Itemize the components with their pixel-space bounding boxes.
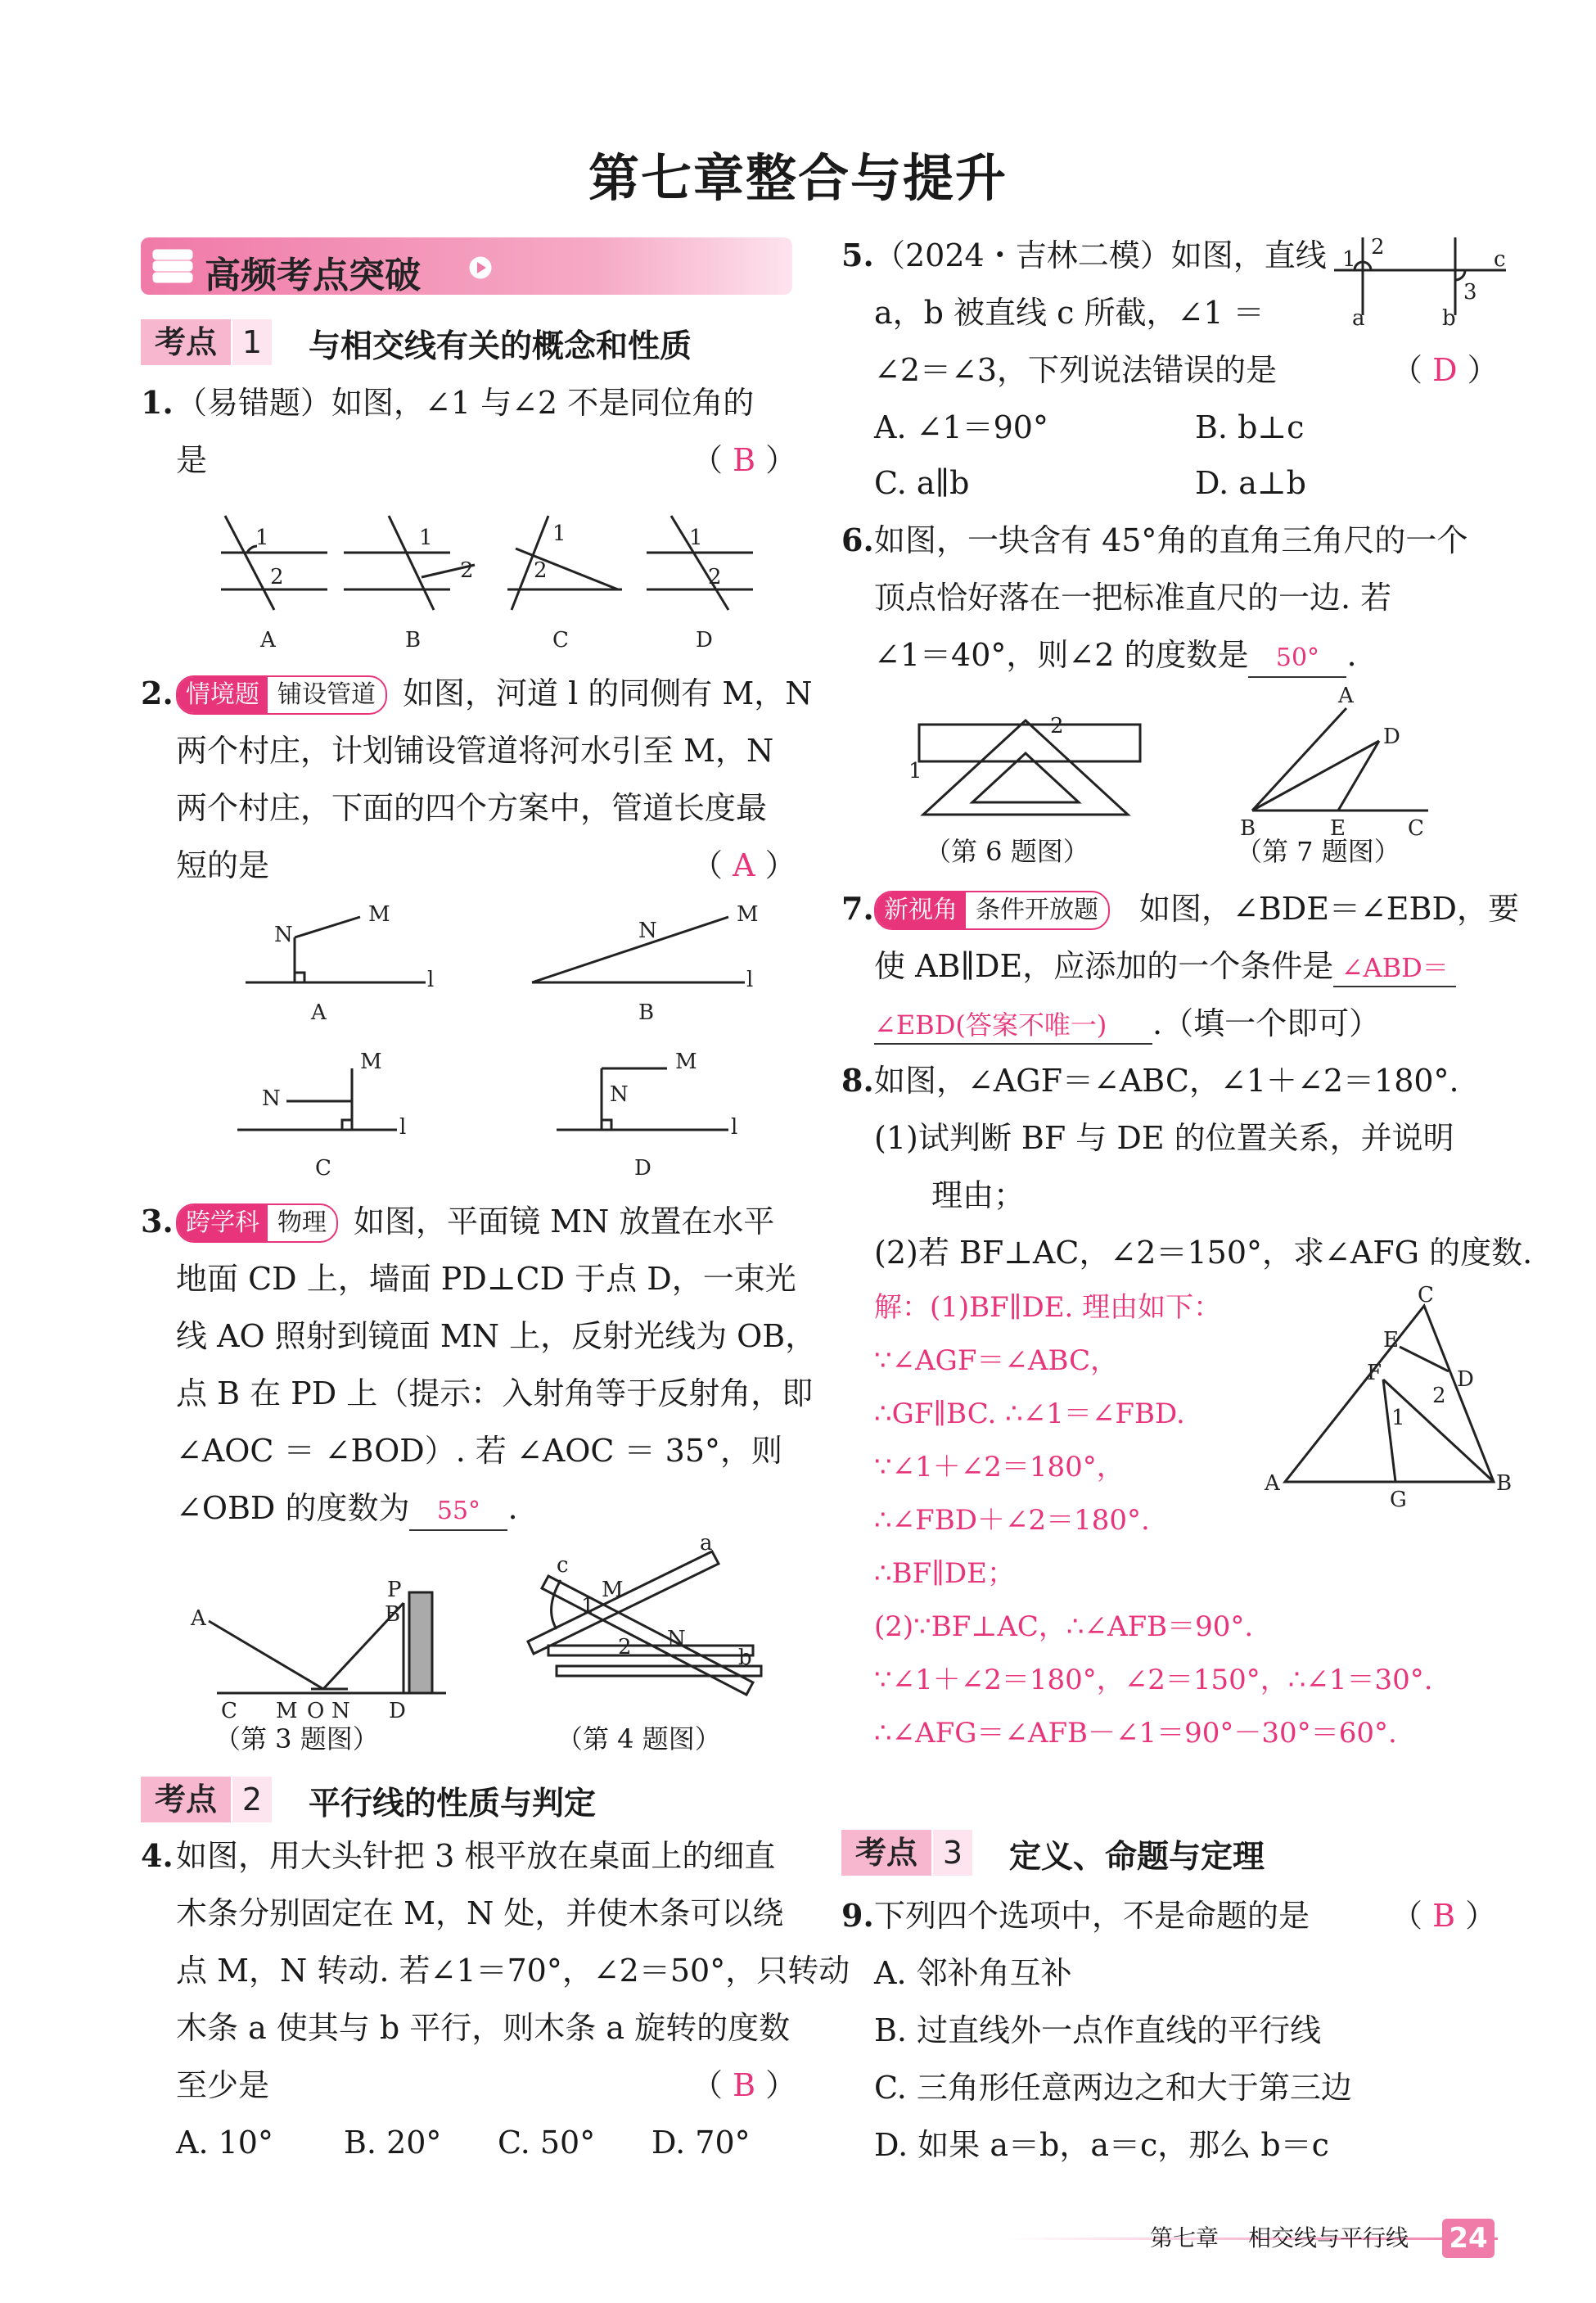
svg-text:1: 1 xyxy=(552,522,566,546)
q9-opt-b: B. 过直线外一点作直线的平行线 xyxy=(874,2012,1322,2048)
svg-text:E: E xyxy=(1330,816,1346,841)
svg-text:C: C xyxy=(1408,816,1424,841)
svg-text:N: N xyxy=(610,1082,629,1107)
q8-solution: ∴∠AFG＝∠AFB－∠1＝90°－30°＝60°. xyxy=(874,1717,1397,1750)
q1-answer: （ B ） xyxy=(692,442,797,478)
q8-solution: ∴∠FBD＋∠2＝180°. xyxy=(874,1504,1150,1537)
q7-answer-2: ∠EBD(答案不唯一) xyxy=(874,1007,1152,1045)
q6-caption: （第 6 题图） xyxy=(925,836,1089,867)
svg-text:a: a xyxy=(700,1531,713,1556)
q3-text: 地面 CD 上，墙面 PD⊥CD 于点 D，一束光 xyxy=(176,1261,796,1297)
q1-opt-d: D xyxy=(696,628,713,653)
q3-text: ∠OBD 的度数为 55° . xyxy=(176,1490,518,1531)
q8-solution: (2)∵BF⊥AC，∴∠AFB＝90°. xyxy=(874,1610,1254,1643)
svg-text:l: l xyxy=(746,968,754,992)
q9-opt-c: C. 三角形任意两边之和大于第三边 xyxy=(874,2070,1352,2106)
page-title: 第七章整合与提升 xyxy=(588,148,1008,208)
svg-text:M: M xyxy=(602,1578,624,1602)
svg-text:N: N xyxy=(667,1627,686,1651)
q4-text: 点 M，N 转动. 若∠1＝70°，∠2＝50°，只转动 xyxy=(176,1953,850,1989)
q2-number: 2. xyxy=(141,675,174,711)
q7-answer-1: ∠ABD＝ xyxy=(1333,950,1456,987)
svg-text:1: 1 xyxy=(581,1594,595,1619)
q1-opt-c: C xyxy=(552,628,569,653)
q8-figure xyxy=(1260,1283,1514,1512)
q5-figure xyxy=(1318,233,1514,332)
svg-text:D: D xyxy=(389,1699,406,1723)
books-icon xyxy=(152,246,195,287)
svg-text:D: D xyxy=(1457,1367,1474,1392)
q5-text: ∠2＝∠3，下列说法错误的是 xyxy=(874,352,1278,388)
svg-text:P: P xyxy=(387,1578,402,1602)
svg-text:2: 2 xyxy=(534,558,548,583)
q4-opt-d: D. 70° xyxy=(651,2125,751,2161)
q6-text: ∠1＝40°，则∠2 的度数是 50° . xyxy=(874,637,1357,678)
q8-solution: ∴GF∥BC. ∴∠1＝∠FBD. xyxy=(874,1398,1185,1430)
q3-number: 3. xyxy=(141,1203,174,1240)
svg-text:2: 2 xyxy=(1432,1384,1446,1408)
svg-text:2: 2 xyxy=(618,1635,632,1660)
svg-text:B: B xyxy=(1240,816,1256,841)
svg-text:M: M xyxy=(675,1050,697,1074)
svg-text:G: G xyxy=(1390,1488,1407,1512)
q1-number: 1. xyxy=(141,384,174,421)
q7-caption: （第 7 题图） xyxy=(1236,836,1400,867)
q9-opt-d: D. 如果 a＝b，a＝c，那么 b＝c xyxy=(874,2127,1329,2163)
q4-text: 如图，用大头针把 3 根平放在桌面上的细直 xyxy=(176,1838,776,1874)
q4-answer: （ B ） xyxy=(692,2067,797,2103)
q2-figures xyxy=(237,901,778,1179)
q9-number: 9. xyxy=(841,1897,874,1934)
q1-opt-b: B xyxy=(405,628,422,653)
q5-number: 5. xyxy=(841,237,874,273)
q3-tag: 跨学科 物理 xyxy=(176,1203,338,1243)
q9-answer: （ B ） xyxy=(1391,1898,1497,1934)
svg-text:1: 1 xyxy=(419,526,433,550)
q1-text: （易错题）如图，∠1 与∠2 不是同位角的 xyxy=(176,385,755,421)
q4-opt-a: A. 10° xyxy=(176,2125,273,2161)
svg-text:l: l xyxy=(731,1115,738,1140)
footer-subject: 相交线与平行线 xyxy=(1248,2224,1409,2251)
q7-text: 如图，∠BDE＝∠EBD，要 xyxy=(1139,891,1519,927)
svg-text:1: 1 xyxy=(1342,247,1356,272)
q6-figure xyxy=(908,712,1152,835)
q4-text: 木条 a 使其与 b 平行，则木条 a 旋转的度数 xyxy=(176,2010,791,2046)
svg-text:l: l xyxy=(427,968,435,992)
q4-text: 木条分别固定在 M，N 处，并使木条可以绕 xyxy=(176,1895,784,1931)
q5-opt-b: B. b⊥c xyxy=(1195,409,1305,445)
q2-answer: （ A ） xyxy=(692,847,796,883)
svg-text:1: 1 xyxy=(255,526,269,550)
q8-text: 如图，∠AGF＝∠ABC，∠1＋∠2＝180°. xyxy=(874,1063,1459,1099)
q8-sub1: (1)试判断 BF 与 DE 的位置关系，并说明 xyxy=(874,1120,1454,1156)
q7-text: ∠EBD(答案不唯一) .（填一个即可） xyxy=(874,1005,1380,1045)
svg-text:1: 1 xyxy=(1391,1406,1405,1430)
svg-text:A: A xyxy=(311,1000,327,1025)
q2-text: 短的是 xyxy=(176,847,270,883)
q6-text: 顶点恰好落在一把标准直尺的一边. 若 xyxy=(874,580,1392,616)
q8-solution: ∵∠1＋∠2＝180°，∠2＝150°，∴∠1＝30°. xyxy=(874,1664,1433,1696)
svg-text:N: N xyxy=(274,923,293,947)
q5-opt-c: C. a∥b xyxy=(874,465,970,501)
q8-sub1: 理由； xyxy=(931,1177,1026,1213)
q4-text: 至少是 xyxy=(176,2067,270,2103)
q6-answer: 50° xyxy=(1248,640,1346,678)
q4-figure xyxy=(524,1531,786,1699)
svg-text:C: C xyxy=(315,1156,331,1181)
svg-text:c: c xyxy=(1494,247,1506,272)
svg-text:2: 2 xyxy=(1371,235,1385,260)
svg-text:N: N xyxy=(638,919,657,943)
svg-text:E: E xyxy=(1383,1328,1399,1352)
svg-text:O: O xyxy=(307,1699,325,1723)
banner-text: 高频考点突破 xyxy=(205,255,421,296)
svg-text:N: N xyxy=(331,1699,350,1723)
svg-text:N: N xyxy=(262,1086,281,1111)
q4-caption: （第 4 题图） xyxy=(557,1723,721,1754)
svg-text:1: 1 xyxy=(689,526,703,550)
q2-tag: 情境题 铺设管道 xyxy=(176,675,387,715)
q4-opt-b: B. 20° xyxy=(344,2125,442,2161)
svg-text:D: D xyxy=(1383,725,1400,749)
q3-answer: 55° xyxy=(409,1493,507,1531)
q2-text: 两个村庄，计划铺设管道将河水引至 M，N xyxy=(176,733,774,769)
q7-text: 使 AB∥DE，应添加的一个条件是 ∠ABD＝ xyxy=(874,948,1456,987)
svg-text:F: F xyxy=(1367,1361,1382,1385)
svg-text:C: C xyxy=(221,1699,237,1723)
svg-text:2: 2 xyxy=(460,558,474,583)
svg-text:M: M xyxy=(360,1050,382,1074)
q9-text: 下列四个选项中，不是命题的是 xyxy=(874,1898,1310,1934)
svg-text:A: A xyxy=(1265,1471,1280,1496)
q3-figure xyxy=(184,1556,462,1723)
svg-text:A: A xyxy=(1338,684,1354,708)
q8-solution: ∵∠AGF＝∠ABC， xyxy=(874,1344,1119,1377)
q2-text: 两个村庄，下面的四个方案中，管道长度最 xyxy=(176,790,768,826)
q9-opt-a: A. 邻补角互补 xyxy=(874,1955,1072,1991)
q6-number: 6. xyxy=(841,522,874,558)
svg-text:M: M xyxy=(276,1699,298,1723)
q5-answer: （ D ） xyxy=(1391,352,1499,388)
q8-solution: ∴BF∥DE； xyxy=(874,1557,1015,1590)
q4-opt-c: C. 50° xyxy=(498,2125,596,2161)
svg-text:M: M xyxy=(737,902,759,927)
svg-text:a: a xyxy=(1352,306,1365,331)
q4-number: 4. xyxy=(141,1837,174,1874)
svg-text:c: c xyxy=(557,1553,569,1578)
svg-text:A: A xyxy=(191,1606,206,1631)
svg-text:B: B xyxy=(638,1000,655,1025)
q3-text: ∠AOC ＝ ∠BOD）. 若 ∠AOC ＝ 35°，则 xyxy=(176,1433,783,1469)
q8-solution: ∵∠1＋∠2＝180°， xyxy=(874,1451,1125,1483)
q7-tag: 新视角 条件开放题 xyxy=(874,891,1110,930)
svg-text:D: D xyxy=(634,1156,651,1181)
svg-text:1: 1 xyxy=(908,759,922,783)
q7-number: 7. xyxy=(841,890,874,927)
q8-number: 8. xyxy=(841,1062,874,1099)
svg-text:b: b xyxy=(1442,306,1456,331)
svg-text:2: 2 xyxy=(270,565,284,589)
q1-text: 是 xyxy=(176,442,208,478)
q5-text: （2024・吉林二模）如图，直线 xyxy=(874,237,1327,273)
svg-text:3: 3 xyxy=(1463,280,1477,305)
q2-text: 如图，河道 l 的同侧有 M，N xyxy=(403,675,813,711)
q5-opt-d: D. a⊥b xyxy=(1195,465,1306,501)
q6-text: 如图，一块含有 45°角的直角三角尺的一个 xyxy=(874,522,1468,558)
q8-sub2: (2)若 BF⊥AC，∠2＝150°，求∠AFG 的度数. xyxy=(874,1235,1533,1271)
page-number: 24 xyxy=(1442,2219,1495,2258)
svg-text:C: C xyxy=(1418,1283,1434,1307)
svg-text:2: 2 xyxy=(1050,714,1064,738)
q3-text: 线 AO 照射到镜面 MN 上，反射光线为 OB， xyxy=(176,1318,817,1354)
q5-text: a，b 被直线 c 所截，∠1 ＝ xyxy=(874,295,1265,331)
svg-text:l: l xyxy=(399,1115,407,1140)
q7-figure xyxy=(1232,684,1445,841)
q8-solution: 解：(1)BF∥DE. 理由如下： xyxy=(874,1291,1222,1324)
q3-text: 如图，平面镜 MN 放置在水平 xyxy=(354,1203,775,1240)
q3-caption: （第 3 题图） xyxy=(214,1723,379,1754)
q1-figures xyxy=(205,503,794,651)
svg-text:b: b xyxy=(738,1646,752,1670)
q1-opt-a: A xyxy=(260,628,276,653)
play-icon xyxy=(468,255,493,280)
svg-text:M: M xyxy=(368,902,390,927)
svg-text:B: B xyxy=(1496,1471,1513,1496)
q5-opt-a: A. ∠1＝90° xyxy=(874,409,1048,445)
svg-text:2: 2 xyxy=(708,565,722,589)
svg-text:B: B xyxy=(385,1602,401,1627)
footer-chapter: 第七章 xyxy=(1150,2224,1220,2251)
q3-text: 点 B 在 PD 上（提示：入射角等于反射角，即 xyxy=(176,1375,814,1411)
